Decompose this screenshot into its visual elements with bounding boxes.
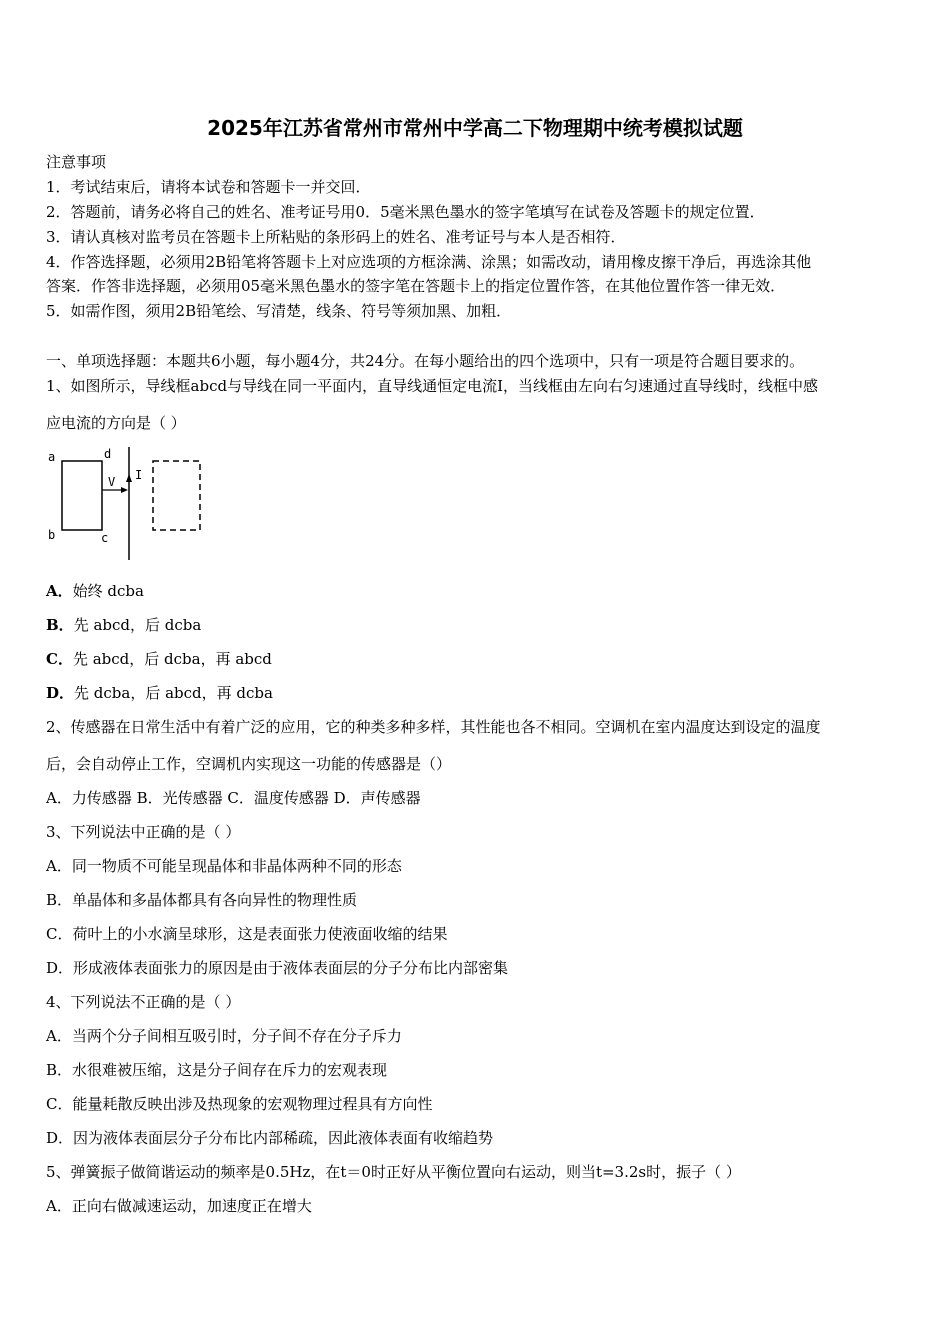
question-2-stem: 2、传感器在日常生活中有着广泛的应用，它的种类多种多样，其性能也各不相同。空调机在室内温度达到设定的温度 <box>46 718 821 736</box>
question-1-stem-cont: 应电流的方向是（ ） <box>46 414 186 432</box>
notice-item: 5．如需作图，须用2B铅笔绘、写清楚，线条、符号等须加黑、加粗． <box>46 302 512 320</box>
question-1-stem: 1、如图所示，导线框abcd与导线在同一平面内，直导线通恒定电流I，当线框由左向右匀速通过直导线时，线框中感 <box>46 377 819 395</box>
question-3-stem: 3、下列说法中正确的是（ ） <box>46 823 241 841</box>
q5-option-a: A．正向右做减速运动，加速度正在增大 <box>46 1197 312 1215</box>
velocity-arrow-icon <box>121 487 128 493</box>
wire-frame <box>62 461 102 530</box>
q4-option-d: D．因为液体表面层分子分布比内部稀疏，因此液体表面有收缩趋势 <box>46 1129 494 1147</box>
notice-item: 2．答题前，请务必将自己的姓名、准考证号用0．5毫米黑色墨水的签字笔填写在试卷及答题卡的规定位置． <box>46 203 765 221</box>
current-arrow-icon <box>126 474 132 482</box>
q1-option-b: B．先 abcd，后 dcba <box>46 616 202 634</box>
q4-option-a: A．当两个分子间相互吸引时，分子间不存在分子斥力 <box>46 1027 402 1045</box>
notice-heading: 注意事项 <box>46 153 107 171</box>
notice-item: 4．作答选择题，必须用2B铅笔将答题卡上对应选项的方框涂满、涂黑；如需改动，请用橡皮擦干净后，再选涂其他 <box>46 253 812 271</box>
label-b: b <box>48 528 56 542</box>
q2-options: A．力传感器 B．光传感器 C．温度传感器 D．声传感器 <box>46 789 421 807</box>
section-heading: 一、单项选择题：本题共6小题，每小题4分，共24分。在每小题给出的四个选项中，只有一项是符合题目要求的。 <box>46 352 805 370</box>
label-a: a <box>48 450 56 464</box>
q3-option-d: D．形成液体表面张力的原因是由于液体表面层的分子分布比内部密集 <box>46 959 509 977</box>
q1-option-a: A．始终 dcba <box>46 582 144 600</box>
q4-option-c: C．能量耗散反映出涉及热现象的宏观物理过程具有方向性 <box>46 1095 433 1113</box>
question-4-stem: 4、下列说法不正确的是（ ） <box>46 993 241 1011</box>
label-i: I <box>135 468 143 482</box>
dashed-frame <box>153 461 200 530</box>
question-2-stem-cont: 后，会自动停止工作，空调机内实现这一功能的传感器是（） <box>46 755 452 773</box>
label-c: c <box>101 531 109 545</box>
notice-item: 3．请认真核对监考员在答题卡上所粘贴的条形码上的姓名、准考证号与本人是否相符． <box>46 228 626 246</box>
circuit-figure <box>44 444 214 564</box>
q1-option-c: C．先 abcd，后 dcba，再 abcd <box>46 650 272 668</box>
question-5-stem: 5、弹簧振子做简谐运动的频率是0.5Hz，在t＝0时正好从平衡位置向右运动，则当t=3.2s时，振子（ ） <box>46 1163 741 1181</box>
q1-option-d: D．先 dcba，后 abcd，再 dcba <box>46 684 273 702</box>
notice-item: 1．考试结束后，请将本试卷和答题卡一并交回． <box>46 178 371 196</box>
notice-item: 答案．作答非选择题，必须用05毫米黑色墨水的签字笔在答题卡上的指定位置作答，在其他位置作答一律无效． <box>46 277 786 295</box>
q3-option-c: C．荷叶上的小水滴呈球形，这是表面张力使液面收缩的结果 <box>46 925 448 943</box>
q4-option-b: B．水很难被压缩，这是分子间存在斥力的宏观表现 <box>46 1061 388 1079</box>
page-title: 2025年江苏省常州市常州中学高二下物理期中统考模拟试题 <box>207 116 743 140</box>
q3-option-a: A．同一物质不可能呈现晶体和非晶体两种不同的形态 <box>46 857 402 875</box>
q3-option-b: B．单晶体和多晶体都具有各向异性的物理性质 <box>46 891 358 909</box>
label-d: d <box>104 447 112 461</box>
label-v: V <box>108 475 116 489</box>
